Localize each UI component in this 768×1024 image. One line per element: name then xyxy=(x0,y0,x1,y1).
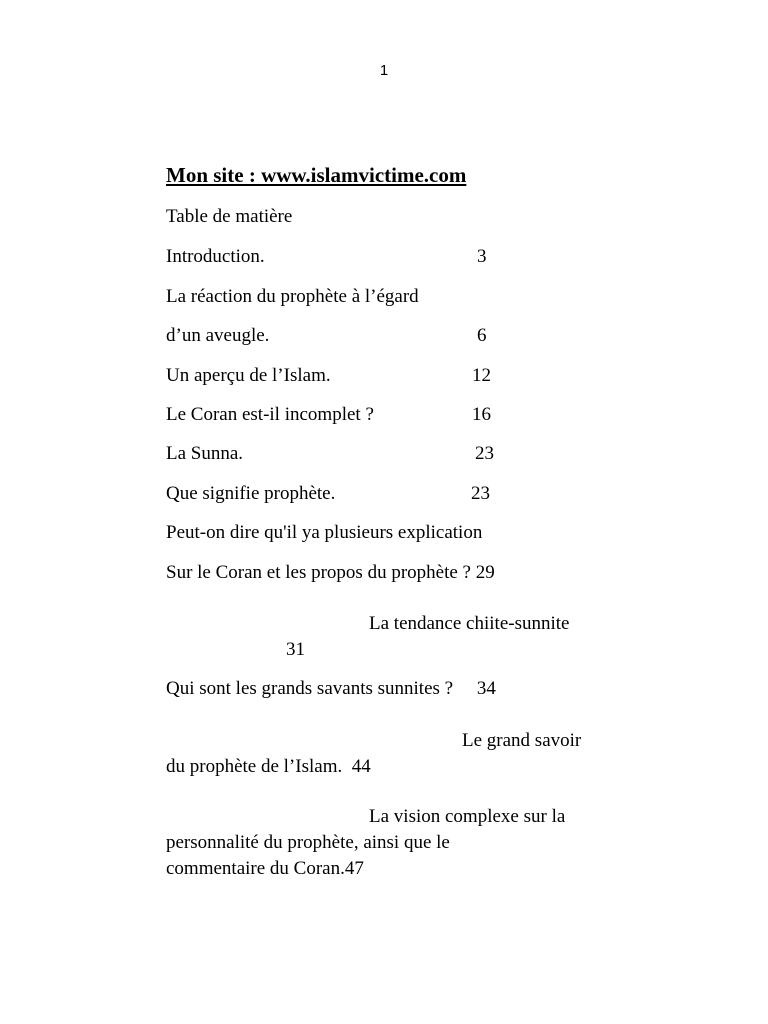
toc-entry-page: 16 xyxy=(472,404,491,425)
toc-entry-text: La réaction du prophète à l’égard xyxy=(166,286,419,307)
toc-entry-text: La vision complexe sur la xyxy=(369,806,566,827)
toc-entry-text: d’un aveugle. xyxy=(166,325,270,346)
toc-entry-text: personnalité du prophète, ainsi que le xyxy=(166,832,450,853)
page-number: 1 xyxy=(379,62,389,79)
toc-entry-text: Que signifie prophète. xyxy=(166,483,336,504)
toc-entry-page: 6 xyxy=(477,325,487,346)
toc-title: Table de matière xyxy=(166,206,293,227)
toc-entry-text: Qui sont les grands savants sunnites ? 34 xyxy=(166,678,496,699)
toc-entry-text: Le grand savoir xyxy=(462,730,582,751)
toc-entry-page: 12 xyxy=(472,365,491,386)
toc-entry-text: Peut-on dire qu'il ya plusieurs explication xyxy=(166,522,483,543)
toc-entry-page: 3 xyxy=(477,246,487,267)
site-heading: Mon site : www.islamvictime.com xyxy=(166,163,467,187)
toc-entry-text: Introduction. xyxy=(166,246,265,267)
toc-entry-text: La Sunna. xyxy=(166,443,244,464)
toc-entry-text: Sur le Coran et les propos du prophète ? 29 xyxy=(166,562,495,583)
toc-entry-page: 31 xyxy=(286,639,305,660)
toc-entry-text: Un aperçu de l’Islam. xyxy=(166,365,331,386)
toc-entry-text: commentaire du Coran.47 xyxy=(166,858,364,879)
toc-entry-text: La tendance chiite-sunnite xyxy=(369,613,570,634)
toc-entry-text: du prophète de l’Islam. 44 xyxy=(166,756,371,777)
toc-entry-page: 23 xyxy=(475,443,494,464)
toc-entry-page: 23 xyxy=(471,483,490,504)
toc-entry-text: Le Coran est-il incomplet ? xyxy=(166,404,374,425)
